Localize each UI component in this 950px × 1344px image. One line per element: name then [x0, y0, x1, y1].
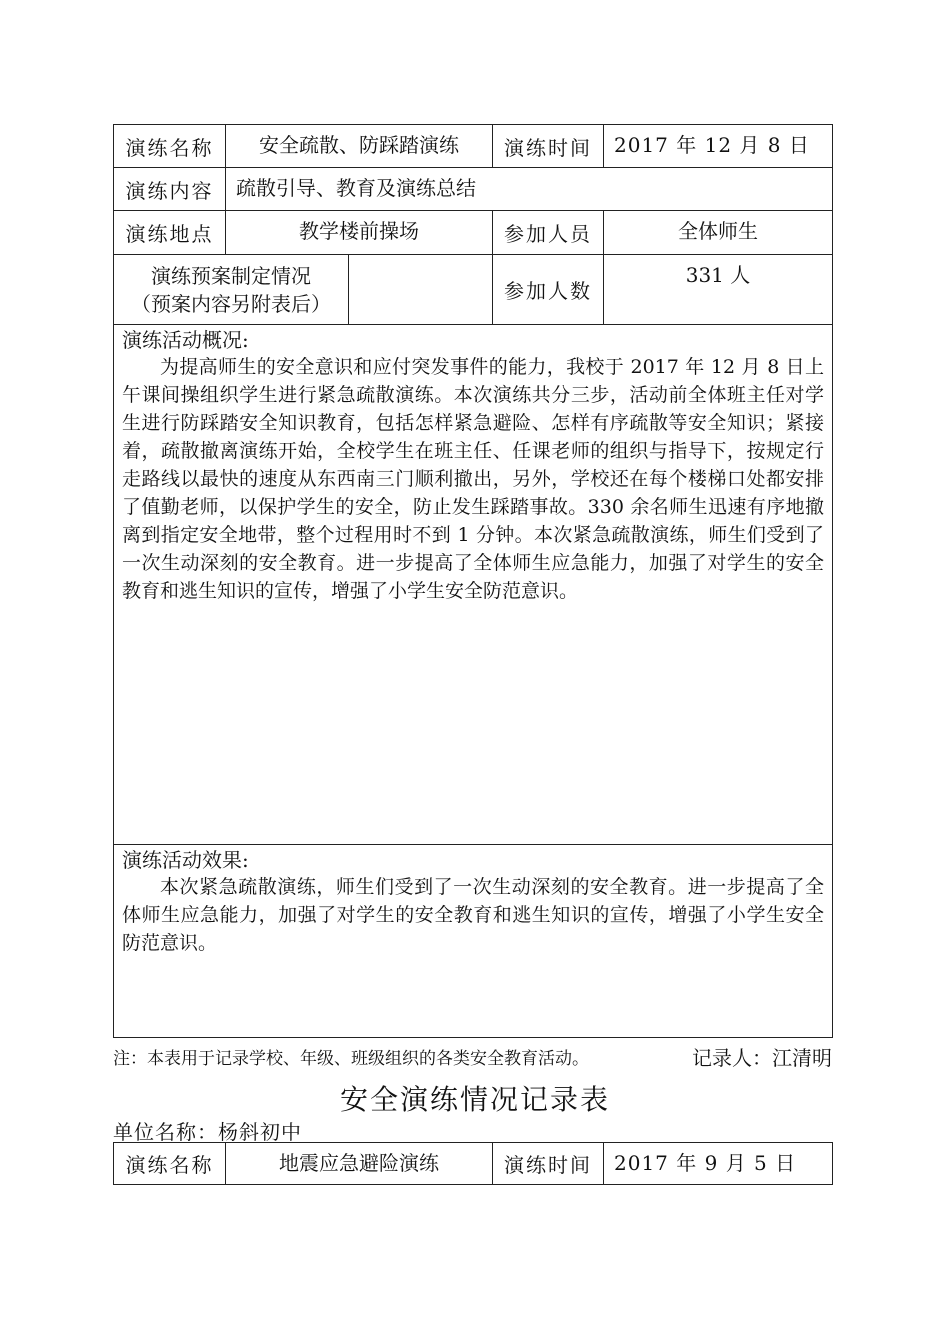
drill-name-label: 演练名称: [114, 125, 226, 168]
overview-title: 演练活动概况:: [122, 328, 249, 352]
drill-record-table-2: [113, 1142, 833, 1185]
drill-time-label: 演练时间: [493, 125, 604, 168]
form-title: 安全演练情况记录表: [339, 1083, 610, 1116]
drill-name-label-2: 演练名称: [114, 1143, 226, 1185]
unit-name: 单位名称：杨斜初中: [113, 1120, 302, 1144]
effect-title: 演练活动效果:: [122, 848, 249, 872]
drill-time-label-2: 演练时间: [493, 1143, 604, 1185]
plan-label-line2: （预案内容另附表后）: [131, 291, 331, 316]
participants-label: 参加人员: [493, 211, 604, 255]
count-label: 参加人数: [493, 255, 604, 325]
plan-label: [114, 255, 349, 325]
drill-content-value: 疏散引导、教育及演练总结: [226, 168, 833, 211]
footnote-text: 注：本表用于记录学校、年级、班级组织的各类安全教育活动。: [113, 1049, 589, 1069]
count-value: 331 人: [604, 255, 833, 325]
plan-label-line1: 演练预案制定情况: [151, 263, 311, 288]
effect-cell: [114, 845, 833, 1038]
overview-cell: [114, 325, 833, 845]
overview-text: 为提高师生的安全意识和应付突发事件的能力，我校于 2017 年 12 月 8 日上午课间操组织学生进行紧急疏散演练。本次演练共分三步，活动前全体班主任对学生进行防踩踏安全知识教育，包括怎样紧急避险、怎样有序疏散等安全知识；紧接着，疏散撤离演练开始，全校学生在班主任、任课老师的组织与指导下，按规定行走路线以最快的速度从东西南三门顺利撤出，另外，学校还在每个楼梯口处都安排了值勤老师，以保护学生的安全，防止发生踩踏事故。330 余名师生迅速有序地撤离到指定安全地带，整个过程用时不到 1 分钟。本次紧急疏散演练，师生们受到了一次生动深刻的安全教育。进一步提高了全体师生应急能力，加强了对学生的安全教育和逃生知识的宣传，增强了小学生安全防范意识。: [122, 356, 824, 602]
footnote: [113, 1044, 832, 1069]
drill-name-value: 安全疏散、防踩踏演练: [226, 125, 493, 168]
drill-content-label: 演练内容: [114, 168, 226, 211]
plan-value: [349, 255, 493, 325]
recorder: 记录人：江清明: [692, 1046, 832, 1070]
drill-time-value-2: 2017 年 9 月 5 日: [604, 1143, 833, 1185]
effect-text: 本次紧急疏散演练，师生们受到了一次生动深刻的安全教育。进一步提高了全体师生应急能力，加强了对学生的安全教育和逃生知识的宣传，增强了小学生安全防范意识。: [122, 876, 824, 954]
drill-record-table: [113, 124, 833, 1038]
drill-location-label: 演练地点: [114, 211, 226, 255]
drill-location-value: 教学楼前操场: [226, 211, 493, 255]
drill-time-value: 2017 年 12 月 8 日: [604, 125, 833, 168]
drill-name-value-2: 地震应急避险演练: [226, 1143, 493, 1185]
participants-value: 全体师生: [604, 211, 833, 255]
